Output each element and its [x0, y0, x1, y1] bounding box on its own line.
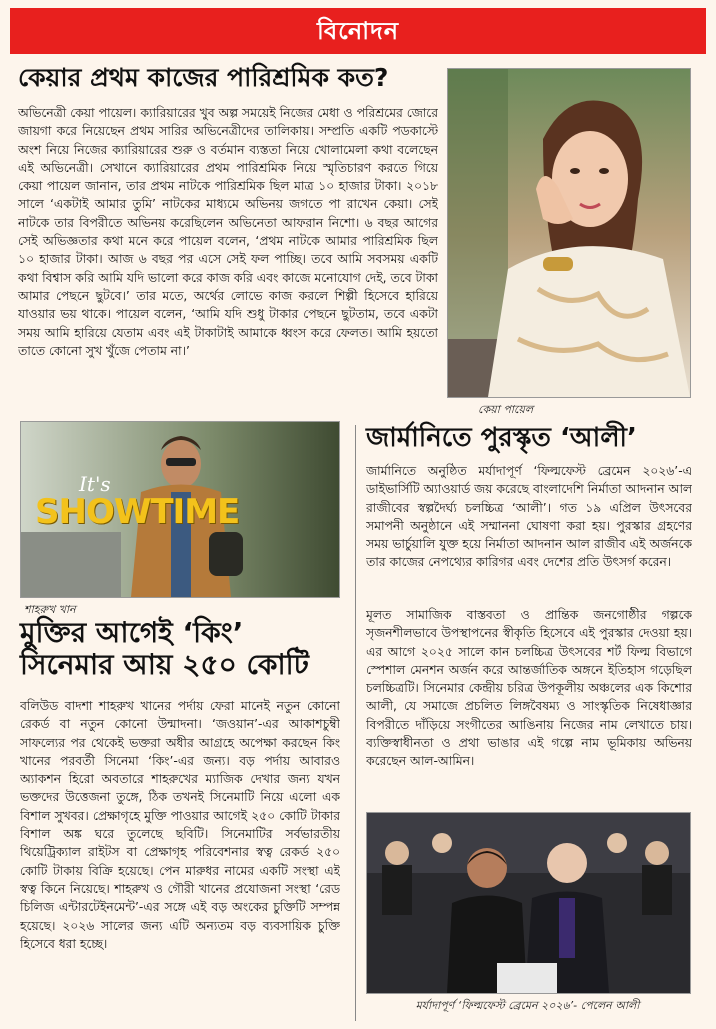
king-poster-caption: শাহরুখ খান — [24, 603, 76, 616]
section-banner — [10, 8, 706, 54]
keya-payel-photo — [447, 68, 691, 398]
article2-body: বলিউড বাদশা শাহরুখ খানের পর্দায় ফেরা মানেই নতুন কোনো রেকর্ড বা নতুন কোনো উন্মাদনা। ‘জওয়ান’-এর আকাশচুম্বী সাফল্যের পর থেকেই ভক্তরা অধীর আগ্রহে অপেক্ষা করছেন কিং খানের পরবর্তী সিনেমা ‘কিং’-এর জন্য। বড় পর্দায় আবারও অ্যাকশন হিরো অবতারে শাহরুখের ম্যাজিক দেখার জন্য যখন ভক্তদের উত্তেজনা তুঙ্গে, ঠিক তখনই সিনেমাটি নিয়ে এলো এক বিশাল সুখবর। প্রেক্ষাগৃহে মুক্তি পাওয়ার আগেই ২৫০ কোটি টাকার বিশাল অঙ্ক ঘরে তুলেছে ছবিটি। সিনেমাটির সর্বভারতীয় থিয়েট্রিক্যাল রাইটস বা প্রেক্ষাগৃহ পরিবেশনার স্বত্ব রেকর্ড ২৫০ কোটি টাকায় বিক্রি হয়েছে। পেন মারুধর নামের একটি সংস্থা এই স্বত্ব কিনে নিয়েছে। শাহরুখ ও গৌরী খানের প্রযোজনা সংস্থা ‘রেড চিলিজ এন্টারটেইনমেন্ট’-এর সঙ্গে এই বড় অংকের চুক্তিটি সম্পন্ন হয়েছে। ২০২৬ সালের জন্য এটি অন্যতম বড় ব্যবসায়িক চুক্তি হিসেবে ধরা হচ্ছে। — [20, 699, 340, 951]
keya-payel-photo-art — [448, 69, 690, 397]
ali-award-photo — [366, 812, 691, 994]
article3-body-p1: জার্মানিতে অনুষ্ঠিত মর্যাদাপূর্ণ ‘ফিল্মফেস্ট ব্রেমেন ২০২৬’-এ ডাইভার্সিটি অ্যাওয়ার্ড জয় করেছে বাংলাদেশি নির্মাতা আদনান আল রাজীবের স্বল্পদৈর্ঘ্য চলচ্চিত্র ‘আলী’। গত ১৯ এপ্রিল উৎসবের সমাপনী অনুষ্ঠানে এই সম্মাননা ঘোষণা করা হয়। পুরস্কার গ্রহণের সময় ভার্চুয়ালি যুক্ত হয়ে নির্মাতা আদনান আল রাজীব এই অর্জনকে তার কাজের নেপথ্যের কারিগর এবং দেশের প্রতি উৎসর্গ করেন। — [366, 464, 692, 570]
article2-headline-line1: মুক্তির আগেই ‘কিং’ — [20, 616, 244, 649]
king-poster-photo — [20, 421, 340, 598]
article3-headline: জার্মানিতে পুরস্কৃত ‘আলী’ — [366, 423, 637, 453]
section-title: বিনোদন — [316, 17, 400, 45]
poster-script: It's — [79, 472, 111, 496]
poster-title: SHOWTIME — [35, 492, 240, 532]
column-divider — [355, 425, 356, 1021]
article1-headline: কেয়ার প্রথম কাজের পারিশ্রমিক কত? — [18, 63, 389, 92]
article2-headline-line2: সিনেমার আয় ২৫০ কোটি — [20, 648, 309, 682]
article2-headline — [20, 617, 350, 681]
keya-payel-caption: কেয়া পায়েল — [478, 403, 534, 416]
ali-award-caption: মর্যাদাপূর্ণ ‘ফিল্মফেস্ট ব্রেমেন ২০২৬’- পেলেন আলী — [415, 999, 640, 1012]
ali-award-photo-art — [367, 813, 690, 993]
article1-body: অভিনেত্রী কেয়া পায়েল। ক্যারিয়ারের খুব অল্প সময়েই নিজের মেধা ও পরিশ্রমের জোরে জায়গা করে নিয়েছেন প্রথম সারির অভিনেত্রীদের তালিকায়। সম্প্রতি একটি পডকাস্টে অংশ নিয়ে নিজের ক্যারিয়ারের শুরু ও বর্তমান ব্যস্ততা নিয়ে খোলামেলা কথা বলেছেন এই অভিনেত্রী। সেখানে ক্যারিয়ারের প্রথম পারিশ্রমিক নিয়ে স্মৃতিচারণ করতে গিয়ে কেয়া পায়েল জানান, তার প্রথম নাটকে পারিশ্রমিক ছিল মাত্র ১০ হাজার টাকা। ২০১৮ সালে ‘একটাই আমার তুমি’ নাটকের মাধ্যমে অভিনয় জগতে পা রাখেন কেয়া। সেই নাটকে তার বিপরীতে অভিনয় করেছিলেন অভিনেতা আফরান নিশো। ৬ বছর আগের সেই অভিজ্ঞতার কথা মনে করে পায়েল বলেন, ‘প্রথম নাটকে আমার পারিশ্রমিক ছিল ১০ হাজার টাকা। আজ ৬ বছর পর এসে সেই ফল পাচ্ছি। তবে আমি সবসময় একটি কথা বিশ্বাস করি আমি যদি ভালো করে কাজ করি এবং কাজে মনোযোগ দেই, তবে টাকা আমার পেছনে ছুটবে।’ তার মতে, অর্থের লোভে কাজ করলে শিল্পী হিসেবে হারিয়ে যাওয়ার ভয় থাকে। পায়েল বলেন, ‘আমি যদি শুধু টাকার পেছনে ছুটতাম, তবে একটা সময় আমি হারিয়ে যেতাম এবং এই টাকাটাই আমাকে ধ্বংস করে ফেলত। আমি হয়তো তাতে কোনো সুখ খুঁজে পেতাম না।’ — [18, 106, 438, 358]
article3-body-p2: মূলত সামাজিক বাস্তবতা ও প্রান্তিক জনগোষ্ঠীর গল্পকে সৃজনশীলভাবে উপস্থাপনের স্বীকৃতি হিসেবে এই পুরস্কার দেওয়া হয়। এর আগে ২০২৫ সালে কান চলচ্চিত্র উৎসবের শর্ট ফিল্ম বিভাগে স্পেশাল মেনশন অর্জন করে আন্তর্জাতিক অঙ্গনে ইতিহাস গড়েছিল চলচ্চিত্রটি। সিনেমার কেন্দ্রীয় চরিত্র উপকূলীয় অঞ্চলের এক কিশোর আলী, যে সমাজে প্রচলিত লিঙ্গবৈষম্য ও সাংস্কৃতিক নিষেধাজ্ঞার বিপরীতে দাঁড়িয়ে সংগীতের আঙিনায় নিজের নাম লেখাতে চায়। ব্যক্তিস্বাধীনতা ও প্রথা ভাঙার এই গল্পে নাম ভূমিকায় অভিনয় করেছেন আল-আমিন। — [366, 608, 692, 769]
